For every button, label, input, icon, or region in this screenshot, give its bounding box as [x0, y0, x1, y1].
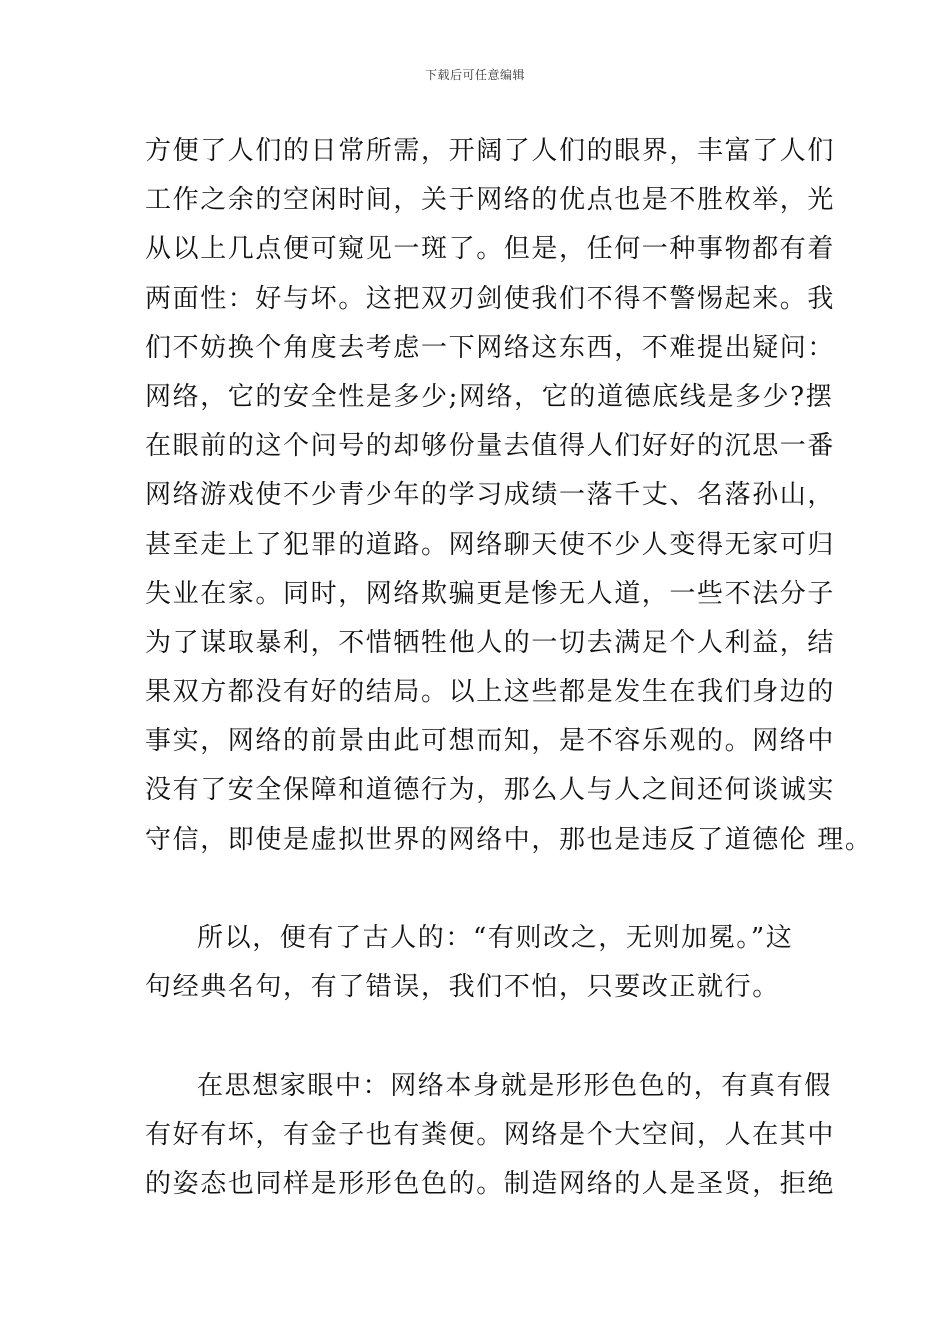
- text-line: 两面性：好与坏。这把双刃剑使我们不得不警惕起来。我: [145, 283, 836, 314]
- paragraph-spacer: [145, 1012, 810, 1061]
- text-line: 在眼前的这个问号的却够份量去值得人们好好的沉思一番: [145, 431, 836, 462]
- text-line: 守信，即使是虚拟世界的网络中，那也是违反了道德伦 理。: [145, 824, 873, 855]
- text-line: 事实，网络的前景由此可想而知，是不容乐观的。网络中: [145, 726, 836, 757]
- text-line: 们不妨换个角度去考虑一下网络这东西，不难提出疑问：: [145, 332, 836, 363]
- document-body: [145, 127, 873, 1209]
- paragraph-2: [145, 914, 810, 1012]
- text-line: 在思想家眼中：网络本身就是形形色色的，有真有假: [197, 1070, 832, 1101]
- text-line: 所以，便有了古人的：“有则改之，无则加冕。”这: [197, 923, 794, 953]
- text-line: 网络，它的安全性是多少;网络，它的道德底线是多少?摆: [145, 381, 834, 412]
- page-header: 下载后可任意编辑: [424, 68, 525, 82]
- paragraph-3: [145, 1062, 836, 1210]
- text-line: 甚至走上了犯罪的道路。网络聊天使不少人变得无家可归: [145, 529, 836, 560]
- text-line: 失业在家。同时，网络欺骗更是惨无人道，一些不法分子: [145, 578, 836, 609]
- text-line: 网络游戏使不少青少年的学习成绩一落千丈、名落孙山，: [145, 480, 836, 511]
- text-line: 的姿态也同样是形形色色的。制造网络的人是圣贤，拒绝: [145, 1168, 836, 1199]
- paragraph-spacer: [145, 865, 810, 914]
- text-line: 没有了安全保障和道德行为，那么人与人之间还何谈诚实: [145, 775, 836, 806]
- text-line: 有好有坏，有金子也有粪便。网络是个大空间，人在其中: [145, 1119, 836, 1150]
- text-line: 工作之余的空闲时间，关于网络的优点也是不胜枚举，光: [145, 185, 836, 216]
- text-line: 方便了人们的日常所需，开阔了人们的眼界，丰富了人们: [145, 136, 836, 166]
- text-line: 为了谋取暴利，不惜牺牲他人的一切去满足个人利益，结: [145, 627, 836, 658]
- paragraph-1: [145, 127, 873, 865]
- text-line: 果双方都没有好的结局。以上这些都是发生在我们身边的: [145, 677, 836, 708]
- text-line: 句经典名句，有了错误，我们不怕，只要改正就行。: [145, 972, 780, 1003]
- text-line: 从以上几点便可窥见一斑了。但是，任何一种事物都有着: [145, 234, 836, 265]
